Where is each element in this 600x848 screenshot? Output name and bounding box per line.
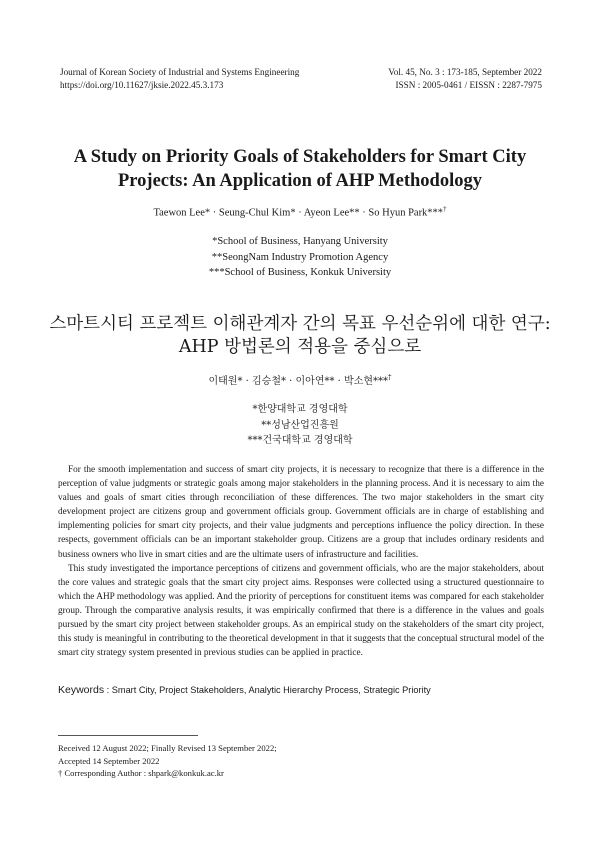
abstract-paragraph-1: For the smooth implementation and success of smart city projects, it is necessary to recognize that there is a difference in the perception of value judgments or strategic goals among major stakeholders in the planning process. And it is necessary to aim the values and goals of smart cities through reconciliation of these differences. The two major stakeholders in the smart city development project are citizens group and government officials group. Government officials are in charge of establishing and implementing policies for smart city projects, and their value judgments and perceptions influence the policy direction. In these respects, government officials can be an important stakeholder group. Citizens are a group that includes ordinary residents and business owners who live in smart cities and are the ultimate users of infrastructure and facilities.	[58, 465, 544, 560]
korean-title-line-1: 스마트시티 프로젝트 이해관계자 간의 목표 우선순위에 대한 연구:	[49, 314, 551, 334]
english-authors	[40, 205, 560, 219]
keywords-text: Smart City, Project Stakeholders, Analytic Hierarchy Process, Strategic Priority	[111, 685, 431, 695]
corresponding-author: † Corresponding Author : shpark@konkuk.ac.kr	[58, 768, 224, 779]
affiliation-ko-3: ***건국대학교 경영대학	[247, 435, 353, 446]
korean-author-list: 이태원* · 김승철* · 이아연** · 박소현***	[208, 376, 389, 387]
affiliation-en-2: **SeongNam Industry Promotion Agency	[211, 251, 389, 263]
running-header-right	[388, 66, 542, 92]
footnote-divider	[58, 735, 198, 736]
korean-corresponding-mark: †	[388, 373, 392, 382]
affiliation-en-1: *School of Business, Hanyang University	[212, 236, 388, 247]
affiliation-ko-2: **성남산업진흥원	[261, 419, 339, 431]
footnotes	[58, 742, 277, 780]
english-author-list: Taewon Lee* · Seung-Chul Kim* · Ayeon Lee** · So Hyun Park***	[153, 207, 444, 219]
affiliation-en-3: ***School of Business, Konkuk University	[208, 267, 392, 278]
korean-title	[40, 313, 560, 359]
keywords-separator: :	[104, 685, 112, 695]
issn-info: ISSN : 2005-0461 / EISSN : 2287-7975	[395, 80, 542, 90]
affiliation-ko-1: *한양대학교 경영대학	[252, 404, 348, 415]
received-date: Received 12 August 2022; Finally Revised 13 September 2022;	[58, 743, 277, 753]
english-title	[40, 145, 560, 193]
abstract-paragraph-2: This study investigated the importance perceptions of citizens and government officials, who are the major stakeholders, about the core values and strategic goals that the smart city project aims. Responses were collected using a structured questionnaire to which the AHP methodology was applied. And the priority of perceptions for constituent items was compared for each stakeholder group. Through the comparative analysis results, it was empirically confirmed that there is a difference in the values and goals pursued by the smart city project between stakeholder groups. As an empirical study on the stakeholders of the smart city project, this study is meaningful in contributing to the theoretical development in that it suggests that the conceptual structural model of the smart city strategy system presented in previous studies can be applied in practice.	[58, 563, 544, 659]
korean-affiliations	[40, 402, 560, 449]
corresponding-mark: †	[443, 205, 447, 213]
english-title-line-1: A Study on Priority Goals of Stakeholders for Smart City	[73, 147, 527, 167]
korean-authors	[40, 372, 560, 387]
volume-info: Vol. 45, No. 3 : 173-185, September 2022	[388, 67, 542, 77]
doi-link[interactable]: https://doi.org/10.11627/jksie.2022.45.3.173	[60, 80, 224, 90]
english-affiliations	[40, 234, 560, 281]
keywords	[58, 684, 544, 696]
accepted-date: Accepted 14 September 2022	[58, 755, 160, 766]
keywords-label: Keywords	[58, 684, 105, 696]
abstract	[58, 463, 544, 660]
running-header-left	[60, 66, 299, 92]
korean-title-line-2: AHP 방법론의 적용을 중심으로	[178, 337, 422, 357]
english-title-line-2: Projects: An Application of AHP Methodology	[117, 171, 482, 191]
journal-name: Journal of Korean Society of Industrial and Systems Engineering	[60, 67, 300, 77]
